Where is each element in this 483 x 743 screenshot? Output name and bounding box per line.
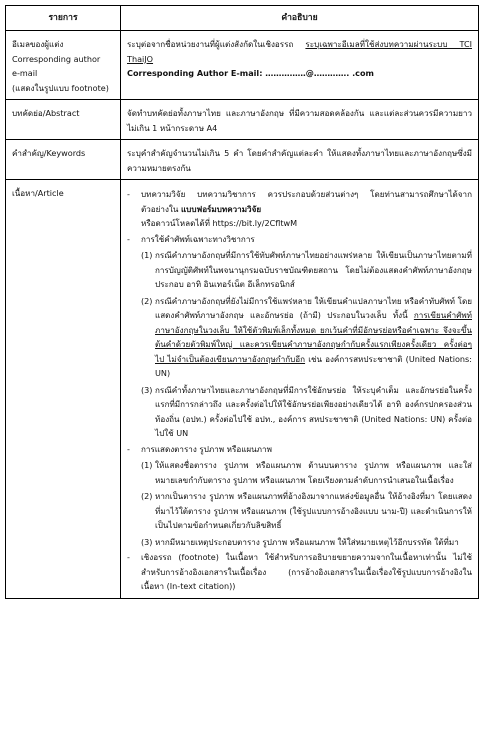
table-row-corresponding — [6, 31, 479, 100]
item-number: (3) — [141, 536, 153, 547]
item-text: หากมีหมายเหตุประกอบตาราง รูปภาพ หรือแผนภาพ ให้ใส่หมายเหตุไว้อีกบรรทัด ใต้ที่มา — [155, 536, 459, 547]
header-item: รายการ — [6, 6, 121, 31]
item-text: กรณีคำภาษาอังกฤษที่ยังไม่มีการใช้แพร่หลาย ให้เขียนคำแปลภาษาไทย หรือคำทับศัพท์ โดยแสดงคำศัพท์ภาษาอังกฤษ และอักษรย่อ (ถ้ามี) ประกอบในวงเล็บ ทั้งนี้ — [155, 295, 472, 320]
bullet-title: การใช้คำศัพท์เฉพาะทางวิชาการ — [141, 233, 255, 244]
item-text: ให้แสดงชื่อตาราง รูปภาพ หรือแผนภาพ ด้านบนตาราง รูปภาพ หรือแผนภาพ และใส่หมายเลขกำกับตาราง รูปภาพ หรือแผนภาพ โดยเรียงตามลำดับการนำเสนอในเนื้อเรื่อง — [155, 460, 472, 485]
item-number: (1) — [141, 250, 153, 260]
email-placeholder: ……………@…………. .com — [265, 68, 374, 78]
desc-abstract: จัดทำบทคัดย่อทั้งภาษาไทย และภาษาอังกฤษ ที่มีความสอดคล้องกัน และแต่ละส่วนควรมีความยาวไม่เกิน 1 หน้ากระดาษ A4 — [121, 100, 479, 140]
research-form-link: แบบฟอร์มบทความวิจัย — [180, 203, 262, 214]
desc-article — [121, 180, 479, 599]
article-bullet-4 — [127, 550, 472, 594]
table-row-keywords — [6, 140, 479, 180]
label-keywords: คำสำคัญ/Keywords — [6, 140, 121, 180]
item-number: (2) — [141, 295, 153, 306]
header-description: คำอธิบาย — [121, 6, 479, 31]
item-number: (1) — [141, 460, 153, 470]
numbered-item — [127, 489, 472, 533]
manuscript-format-table — [5, 5, 479, 599]
corresponding-email-template — [127, 66, 472, 81]
item-text: กรณีคำภาษาอังกฤษที่มีการใช้ทับศัพท์ภาษาไทยอย่างแพร่หลาย ให้เขียนเป็นภาษาไทยตามที่การบัญญัติศัพท์ในพจนานุกรมฉบับราชบัณฑิตยสถาน โดยไม่ต้องแสดงคำศัพท์ภาษาอังกฤษประกอบ อาทิ อินเทอร์เน็ต อีเล็กทรอนิกส์ — [155, 250, 472, 289]
corresponding-pre: ระบุต่อจากชื่อหน่วยงานที่ผู้แต่งสังกัดในเชิงอรรถ — [127, 39, 294, 49]
bullet-dash: - — [127, 552, 130, 562]
numbered-item — [127, 248, 472, 292]
desc-corresponding — [121, 31, 479, 100]
bullet-dash: - — [127, 233, 130, 244]
bullet-dash: - — [127, 189, 130, 199]
email-label: Corresponding Author E-mail: — [127, 68, 263, 78]
label-line: Corresponding author — [12, 53, 101, 64]
desc-keywords: ระบุคำสำคัญจำนวนไม่เกิน 5 คำ โดยคำสำคัญแต่ละคำ ให้แสดงทั้งภาษาไทยและภาษาอังกฤษซึ่งมีความหมายตรงกัน — [121, 140, 479, 180]
item-underlined-text: การเขียนคำศัพท์ภาษาอังกฤษในวงเล็บ ให้ใช้ตัวพิมพ์เล็กทั้งหมด ยกเว้นคำที่มีอักษรย่อหรือคำเฉพาะ จึงจะขึ้นต้นคำด้วยตัวพิมพ์ใหญ่ และควรเขียนคำภาษาอังกฤษกำกับครั้งแรกเพียงครั้งเดียว ครั้งต่อๆ ไป ไม่จำเป็นต้องเขียนภาษาอังกฤษกำกับอีก — [155, 310, 473, 364]
numbered-item — [127, 294, 472, 381]
item-text: เช่น องค์การสหประชาชาติ (United Nations: UN) — [155, 353, 473, 378]
table-row-article — [6, 180, 479, 599]
numbered-item — [127, 535, 472, 550]
label-abstract: บทคัดย่อ/Abstract — [6, 100, 121, 140]
label-line: อีเมลของผู้แต่ง — [12, 39, 64, 49]
item-number: (3) — [141, 384, 153, 395]
download-url: หรือดาวน์โหลดได้ที่ https://bit.ly/2CfltwM — [141, 218, 298, 228]
article-bullet-3 — [127, 442, 472, 457]
label-line: (แสดงในรูปแบบ footnote) — [12, 82, 109, 93]
table-header-row — [6, 6, 479, 31]
bullet-text: เชิงอรรถ (footnote) ในเนื้อหา ใช้สำหรับการอธิบายขยายความจากในเนื้อหาเท่านั้น ไม่ใช้สำหรับการอ้างอิงเอกสารในเนื้อเรื่อง (การอ้างอิงเอกสารในเนื้อเรื่องใช้รูปแบบการอ้างอิงในเนื้อหา (In-text citation)) — [141, 552, 472, 591]
article-bullet-1 — [127, 187, 472, 231]
item-number: (2) — [141, 491, 153, 501]
label-line: e-mail — [12, 68, 38, 78]
bullet-dash: - — [127, 443, 130, 454]
numbered-item — [127, 458, 472, 487]
item-text: หากเป็นตาราง รูปภาพ หรือแผนภาพที่อ้างอิงมาจากแหล่งข้อมูลอื่น ให้อ้างอิงที่มา โดยแสดงที่มาไว้ใต้ตาราง รูปภาพ หรือแผนภาพ (ใช้รูปแบบการอ้างอิงแบบ นาม-ปี) และดำเนินการให้เป็นไปตามข้อกำหนดเกี่ยวกับลิขสิทธิ์ — [155, 491, 472, 530]
bullet-text: บทความวิจัย บทความวิชาการ ควรประกอบด้วยส่วนต่างๆ โดยท่านสามารถศึกษาได้จากตัวอย่างใน — [141, 189, 472, 214]
item-text: กรณีคำทั้งภาษาไทยและภาษาอังกฤษที่มีการใช้อักษรย่อ ให้ระบุคำเต็ม และอักษรย่อในครั้งแรกที่มีการกล่าวถึง และครั้งต่อไปให้ใช้อักษรย่อเพียงอย่างเดียวได้ อาทิ องค์กรปกครองส่วนท้องถิ่น (อปท.) ครั้งต่อไปใช้ อปท., องค์การ สหประชาชาติ (United Nations: UN) ครั้งต่อไปใช้ UN — [155, 384, 472, 438]
article-bullet-2 — [127, 232, 472, 247]
label-corresponding — [6, 31, 121, 100]
table-row-abstract — [6, 100, 479, 140]
bullet-title: การแสดงตาราง รูปภาพ หรือแผนภาพ — [141, 443, 272, 454]
numbered-item — [127, 383, 472, 441]
corresponding-instruction — [127, 37, 472, 66]
corresponding-underline: ระบุเฉพาะอีเมลที่ใช้ส่งบทความผ่านระบบ TCI ThaiJO — [127, 39, 472, 64]
label-article: เนื้อหา/Article — [6, 180, 121, 599]
